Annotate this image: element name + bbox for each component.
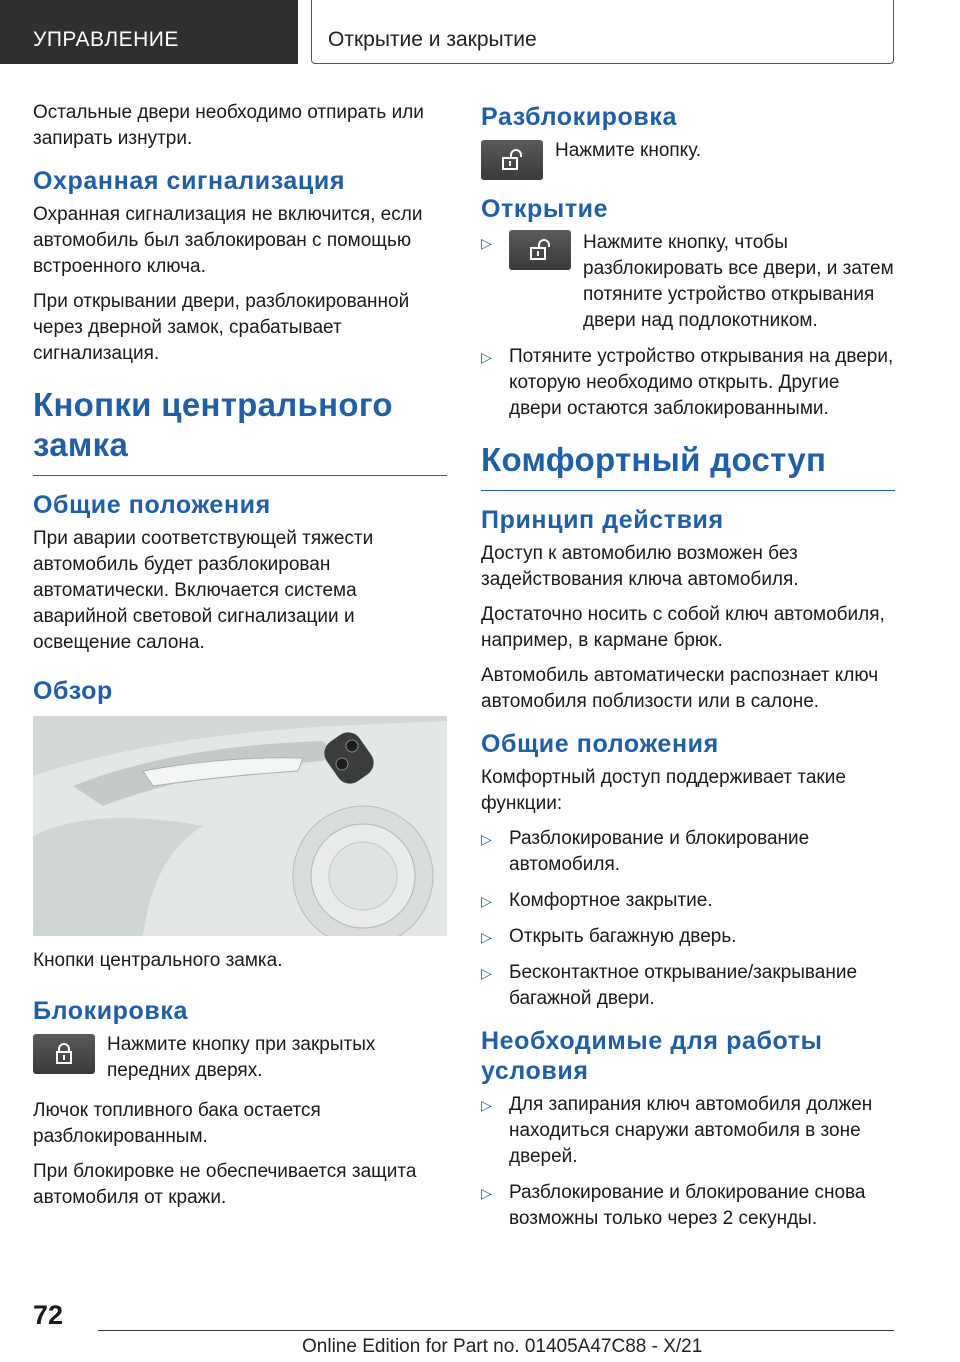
- cond-item-2: Разблокирование и блокирование снова возможны только через 2 секунды.: [509, 1182, 866, 1229]
- central-lock-heading: Кнопки центрального замка: [33, 385, 447, 476]
- list-item: [481, 924, 895, 950]
- header-chapter: Открытие и закрытие: [328, 28, 537, 51]
- list-item: [481, 960, 895, 1012]
- triangle-right-icon: ▷: [481, 965, 492, 981]
- overview-heading: Обзор: [33, 677, 113, 705]
- list-item: [481, 888, 895, 914]
- general-heading-2: Общие положения: [481, 730, 719, 758]
- alarm-text-1: Охранная сигнализация не включится, если автомобиль был заблокирован с помощью встроенного ключа.: [33, 204, 423, 277]
- triangle-right-icon: ▷: [481, 893, 492, 909]
- alarm-text-2: При открывании двери, разблокированной через дверной замок, срабатывает сигнализация.: [33, 291, 410, 364]
- header-section: УПРАВЛЕНИЕ: [33, 28, 179, 51]
- triangle-right-icon: ▷: [481, 235, 492, 251]
- edition-text: Online Edition for Part no. 01405A47C88 - X/21: [302, 1336, 703, 1357]
- intro-text: Остальные двери необходимо отпирать или запирать изнутри.: [33, 102, 424, 149]
- open-heading: Открытие: [481, 195, 609, 223]
- lock-icon: [33, 1034, 95, 1074]
- photo-caption: Кнопки центрального замка.: [33, 950, 283, 971]
- func-item-3: Открыть багажную дверь.: [509, 926, 737, 947]
- principle-text-3: Автомобиль автоматически распознает ключ автомобиля поблизости или в салоне.: [481, 665, 879, 712]
- cond-item-1: Для запирания ключ автомобиля должен находиться снаружи автомобиля в зоне дверей.: [509, 1094, 873, 1167]
- conditions-heading: Необходимые для работы условия: [481, 1027, 823, 1085]
- func-item-2: Комфортное закрытие.: [509, 890, 713, 911]
- header-chapter-tab: [311, 0, 894, 64]
- unlock-heading: Разблокировка: [481, 103, 678, 131]
- triangle-right-icon: ▷: [481, 831, 492, 847]
- comfort-access-heading: Комфортный доступ: [481, 440, 895, 491]
- alarm-heading: Охранная сигнализация: [33, 167, 346, 195]
- general-text-2: Комфортный доступ поддерживает такие функции:: [481, 767, 846, 814]
- general-text: При аварии соответствующей тяжести автомобиль будет разблокирован автоматически. Включается система аварийной световой сигнализации и освещение салона.: [33, 528, 374, 653]
- unlock-button-text: Нажмите кнопку.: [555, 140, 702, 161]
- principle-text-2: Достаточно носить с собой ключ автомобиля, например, в кармане брюк.: [481, 604, 885, 651]
- header-section-tab: [0, 0, 298, 64]
- func-item-4: Бесконтактное открывание/закрывание багажной двери.: [509, 962, 858, 1009]
- triangle-right-icon: ▷: [481, 929, 492, 945]
- left-column: [33, 100, 447, 1220]
- page-number: 72: [33, 1300, 64, 1330]
- lock-button-text: Нажмите кнопку при закрытых передних дверях.: [107, 1034, 376, 1081]
- lock-heading: Блокировка: [33, 997, 188, 1025]
- list-item: [481, 826, 895, 878]
- lock-text-2: При блокировке не обеспечивается защита автомобиля от кражи.: [33, 1161, 417, 1208]
- right-column: [481, 100, 895, 1242]
- open-bullet-2: Потяните устройство открывания на двери, которую необходимо открыть. Другие двери остаются заблокированными.: [509, 346, 894, 419]
- triangle-right-icon: ▷: [481, 1097, 492, 1113]
- lock-text-1: Лючок топливного бака остается разблокированным.: [33, 1100, 321, 1147]
- footer-divider: [98, 1330, 894, 1331]
- list-item: [481, 1092, 895, 1170]
- triangle-right-icon: ▷: [481, 349, 492, 365]
- list-item: [481, 230, 895, 334]
- list-item: [481, 344, 895, 422]
- lock-button-row: [33, 1032, 447, 1084]
- unlock-button-row: [481, 138, 895, 180]
- door-panel-photo: [33, 716, 447, 936]
- list-item: [481, 1180, 895, 1232]
- unlock-icon: [509, 230, 571, 270]
- triangle-right-icon: ▷: [481, 1185, 492, 1201]
- func-item-1: Разблокирование и блокирование автомобиля.: [509, 828, 810, 875]
- principle-heading: Принцип действия: [481, 506, 724, 534]
- general-heading: Общие положения: [33, 491, 271, 519]
- principle-text-1: Доступ к автомобилю возможен без задействования ключа автомобиля.: [481, 543, 799, 590]
- open-bullet-1: Нажмите кнопку, чтобы разблокировать все двери, и затем потяните устройство открывания двери над подлокотником.: [583, 232, 894, 331]
- unlock-icon: [481, 140, 543, 180]
